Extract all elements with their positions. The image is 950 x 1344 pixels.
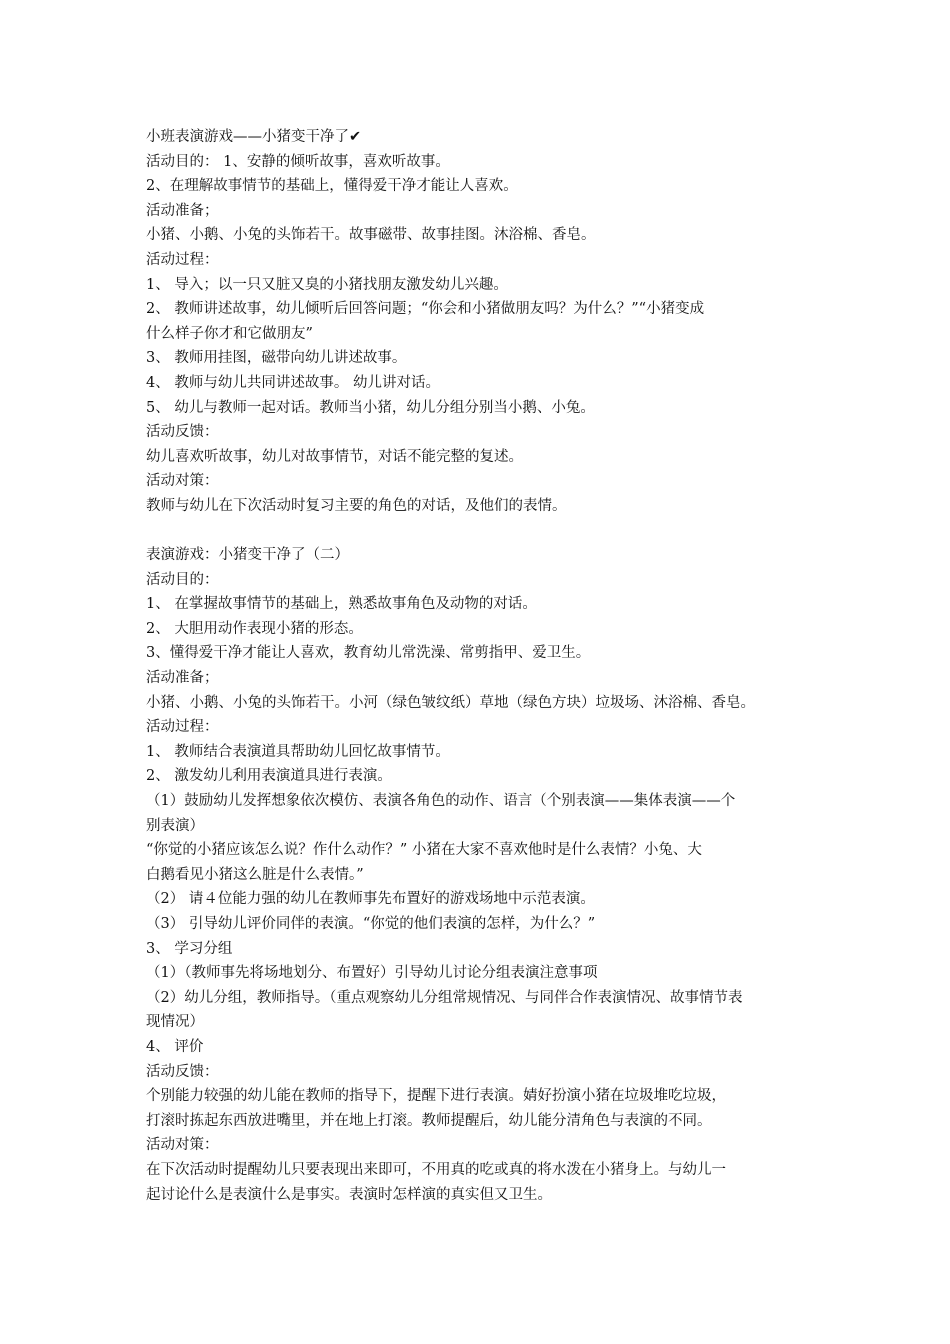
text-line: 个别能力较强的幼儿能在教师的指导下，提醒下进行表演。婧好扮演小猪在垃圾堆吃垃圾， — [146, 1088, 726, 1105]
text-line: 活动目的： 1、安静的倾听故事，喜欢听故事。 — [146, 153, 450, 170]
text-line: （1）（教师事先将场地划分、布置好）引导幼儿讨论分组表演注意事项 — [146, 965, 598, 982]
text-line: 活动反馈： — [146, 424, 219, 441]
text-line: 2、在理解故事情节的基础上，懂得爱干净才能让人喜欢。 — [146, 178, 518, 195]
text-line: 活动目的： — [146, 571, 219, 588]
text-line: 教师与幼儿在下次活动时复习主要的角色的对话，及他们的表情。 — [146, 497, 567, 514]
text-line: 活动对策： — [146, 473, 219, 490]
text-line: （2）幼儿分组，教师指导。（重点观察幼儿分组常规情况、与同伴合作表演情况、故事情节表 — [146, 989, 743, 1006]
text-line: 打滚时拣起东西放进嘴里，并在地上打滚。教师提醒后，幼儿能分清角色与表演的不同。 — [146, 1112, 712, 1129]
text-line: 2、 激发幼儿利用表演道具进行表演。 — [146, 768, 392, 785]
text-line: 小猪、小鹅、小兔的头饰若干。故事磁带、故事挂图。沐浴棉、香皂。 — [146, 227, 596, 244]
text-line: 活动反馈： — [146, 1063, 219, 1080]
text-line: 活动过程： — [146, 251, 219, 268]
text-line: 活动准备； — [146, 670, 219, 687]
section-2-title: 表演游戏：小猪变干净了（二） — [146, 547, 349, 564]
text-line: 起讨论什么是表演什么是事实。表演时怎样演的真实但又卫生。 — [146, 1186, 552, 1203]
text-line: 幼儿喜欢听故事，幼儿对故事情节，对话不能完整的复述。 — [146, 448, 523, 465]
section-gap — [146, 519, 816, 544]
lesson-plan-section-2 — [146, 543, 816, 1207]
text-line: 5、 幼儿与教师一起对话。教师当小猪，幼儿分组分别当小鹅、小兔。 — [146, 399, 595, 416]
text-line: 4、 评价 — [146, 1038, 204, 1055]
text-line: 1、 在掌握故事情节的基础上，熟悉故事角色及动物的对话。 — [146, 596, 537, 613]
text-line: 3、 学习分组 — [146, 940, 233, 957]
text-line: “你觉的小猪应该怎么说？作什么动作？” 小猪在大家不喜欢他时是什么表情？小兔、大 — [146, 842, 702, 859]
text-line: （3） 引导幼儿评价同伴的表演。“你觉的他们表演的怎样，为什么？” — [146, 916, 596, 932]
text-line: 别表演） — [146, 817, 204, 834]
text-line: 白鹅看见小猪这么脏是什么表情。” — [146, 866, 364, 883]
text-line: 3、懂得爱干净才能让人喜欢，教育幼儿常洗澡、常剪指甲、爱卫生。 — [146, 645, 591, 662]
text-line: 活动准备； — [146, 202, 219, 219]
lesson-plan-section-1 — [146, 125, 816, 519]
text-line: 活动对策： — [146, 1137, 219, 1154]
text-line: 1、 导入；以一只又脏又臭的小猪找朋友激发幼儿兴趣。 — [146, 276, 508, 293]
section-1-title: 小班表演游戏——小猪变干净了✔ — [146, 129, 362, 145]
text-line: 什么样子你才和它做朋友” — [146, 325, 313, 342]
text-line: 4、 教师与幼儿共同讲述故事。 幼儿讲对话。 — [146, 374, 440, 391]
text-line: 2、 大胆用动作表现小猪的形态。 — [146, 620, 363, 637]
text-line: 小猪、小鹅、小兔的头饰若干。小河（绿色皱纹纸）草地（绿色方块）垃圾场、沐浴棉、香皂。 — [146, 694, 755, 711]
document-page — [146, 125, 816, 1207]
text-line: 1、 教师结合表演道具帮助幼儿回忆故事情节。 — [146, 743, 450, 760]
text-line: 2、 教师讲述故事，幼儿倾听后回答问题；“你会和小猪做朋友吗？为什么？”“小猪变成 — [146, 301, 705, 318]
text-line: （2） 请４位能力强的幼儿在教师事先布置好的游戏场地中示范表演。 — [146, 891, 595, 908]
text-line: 3、 教师用挂图，磁带向幼儿讲述故事。 — [146, 350, 407, 367]
text-line: 在下次活动时提醒幼儿只要表现出来即可，不用真的吃或真的将水泼在小猪身上。与幼儿一 — [146, 1161, 726, 1178]
text-line: （1）鼓励幼儿发挥想象依次模仿、表演各角色的动作、语言（个别表演——集体表演——个 — [146, 793, 736, 810]
text-line: 活动过程： — [146, 719, 219, 736]
text-line: 现情况） — [146, 1014, 204, 1031]
